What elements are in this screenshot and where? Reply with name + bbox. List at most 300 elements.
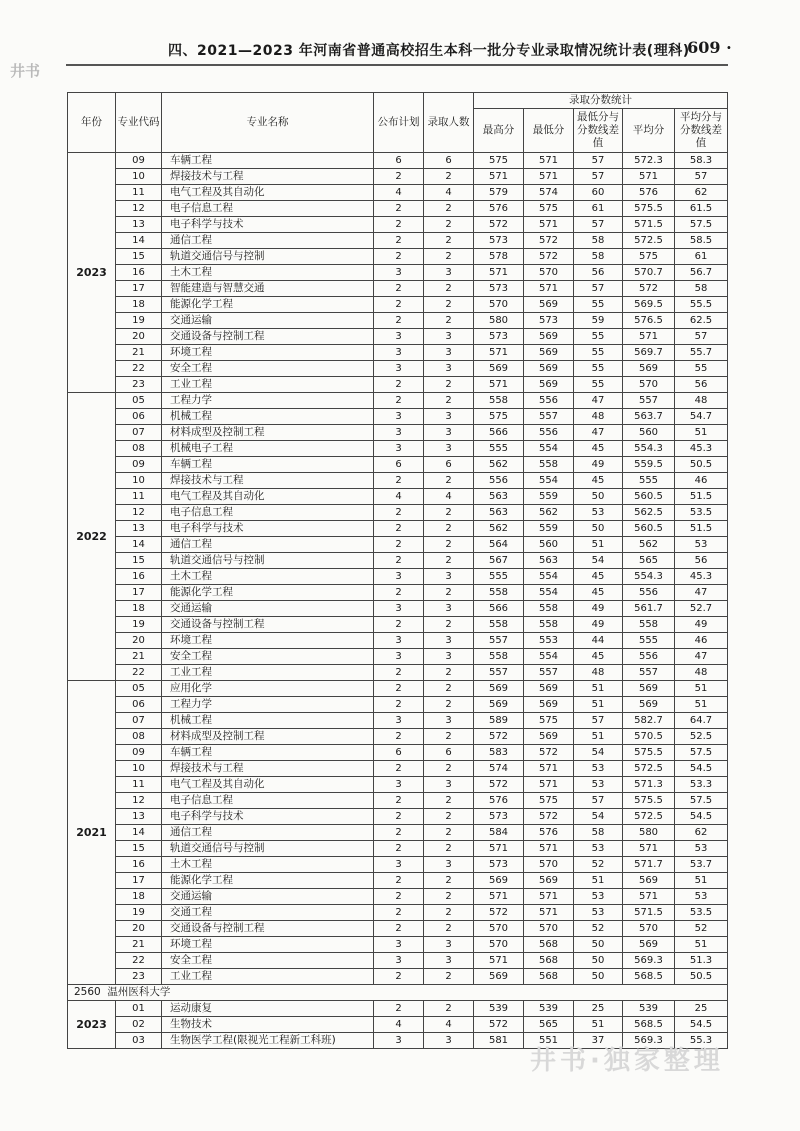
cell-min: 569 (524, 297, 574, 313)
cell-avg: 570.5 (623, 729, 675, 745)
cell-min: 559 (524, 489, 574, 505)
table-row (68, 969, 728, 985)
cell-code: 11 (116, 489, 162, 505)
cell-code: 16 (116, 569, 162, 585)
cell-code: 17 (116, 281, 162, 297)
cell-name: 安全工程 (162, 953, 374, 969)
table-row (68, 249, 728, 265)
cell-avg-diff: 52.7 (675, 601, 728, 617)
cell-name: 生物技术 (162, 1017, 374, 1033)
cell-avg: 554.3 (623, 441, 675, 457)
cell-code: 16 (116, 857, 162, 873)
cell-avg-diff: 55 (675, 361, 728, 377)
cell-avg: 571.5 (623, 217, 675, 233)
cell-min-diff: 57 (574, 713, 623, 729)
cell-code: 10 (116, 761, 162, 777)
cell-code: 15 (116, 841, 162, 857)
cell-avg-diff: 61.5 (675, 201, 728, 217)
cell-admitted: 2 (424, 905, 474, 921)
cell-avg: 560.5 (623, 489, 675, 505)
cell-plan: 2 (374, 297, 424, 313)
table-row (68, 441, 728, 457)
cell-avg: 568.5 (623, 969, 675, 985)
cell-avg-diff: 56 (675, 553, 728, 569)
table-row (68, 185, 728, 201)
table-row (68, 393, 728, 409)
cell-admitted: 4 (424, 1017, 474, 1033)
cell-code: 19 (116, 905, 162, 921)
cell-max: 578 (474, 249, 524, 265)
cell-avg-diff: 57 (675, 169, 728, 185)
cell-avg-diff: 49 (675, 617, 728, 633)
cell-min-diff: 50 (574, 953, 623, 969)
table-row (68, 777, 728, 793)
cell-code: 20 (116, 921, 162, 937)
cell-min-diff: 50 (574, 489, 623, 505)
cell-min: 569 (524, 729, 574, 745)
cell-admitted: 3 (424, 633, 474, 649)
cell-avg: 575.5 (623, 793, 675, 809)
cell-avg-diff: 45.3 (675, 569, 728, 585)
cell-code: 07 (116, 713, 162, 729)
cell-min-diff: 45 (574, 649, 623, 665)
cell-avg: 575 (623, 249, 675, 265)
cell-admitted: 2 (424, 841, 474, 857)
cell-name: 通信工程 (162, 233, 374, 249)
cell-name: 交通设备与控制工程 (162, 921, 374, 937)
cell-min-diff: 47 (574, 425, 623, 441)
cell-max: 571 (474, 889, 524, 905)
cell-name: 土木工程 (162, 265, 374, 281)
cell-avg-diff: 54.5 (675, 761, 728, 777)
cell-admitted: 2 (424, 297, 474, 313)
cell-max: 562 (474, 521, 524, 537)
cell-min-diff: 53 (574, 889, 623, 905)
cell-min: 557 (524, 665, 574, 681)
cell-avg: 576 (623, 185, 675, 201)
cell-plan: 2 (374, 793, 424, 809)
cell-admitted: 3 (424, 649, 474, 665)
cell-max: 576 (474, 793, 524, 809)
cell-plan: 2 (374, 377, 424, 393)
cell-avg: 562.5 (623, 505, 675, 521)
table-row (68, 729, 728, 745)
cell-avg: 569 (623, 873, 675, 889)
cell-admitted: 2 (424, 921, 474, 937)
cell-min-diff: 48 (574, 665, 623, 681)
cell-code: 12 (116, 793, 162, 809)
cell-code: 10 (116, 169, 162, 185)
cell-min: 568 (524, 953, 574, 969)
cell-plan: 3 (374, 649, 424, 665)
cell-name: 应用化学 (162, 681, 374, 697)
cell-code: 05 (116, 393, 162, 409)
cell-min: 565 (524, 1017, 574, 1033)
table-row (68, 409, 728, 425)
cell-name: 安全工程 (162, 361, 374, 377)
cell-name: 交通运输 (162, 313, 374, 329)
cell-admitted: 2 (424, 537, 474, 553)
cell-avg-diff: 53.5 (675, 505, 728, 521)
school-row (68, 985, 728, 1001)
cell-name: 能源化学工程 (162, 585, 374, 601)
header-stats-group: 录取分数统计 (474, 93, 728, 109)
cell-min-diff: 55 (574, 377, 623, 393)
cell-name: 机械工程 (162, 409, 374, 425)
cell-name: 交通运输 (162, 601, 374, 617)
cell-min-diff: 53 (574, 761, 623, 777)
cell-plan: 3 (374, 857, 424, 873)
cell-avg: 572.3 (623, 153, 675, 169)
cell-name: 土木工程 (162, 569, 374, 585)
cell-min-diff: 57 (574, 217, 623, 233)
cell-admitted: 3 (424, 937, 474, 953)
cell-max: 573 (474, 809, 524, 825)
cell-avg: 572.5 (623, 233, 675, 249)
cell-code: 09 (116, 457, 162, 473)
cell-code: 03 (116, 1033, 162, 1049)
cell-min: 571 (524, 281, 574, 297)
cell-code: 13 (116, 217, 162, 233)
cell-code: 06 (116, 697, 162, 713)
cell-min: 563 (524, 553, 574, 569)
cell-min-diff: 60 (574, 185, 623, 201)
cell-min: 554 (524, 569, 574, 585)
cell-min: 539 (524, 1001, 574, 1017)
cell-name: 交通设备与控制工程 (162, 617, 374, 633)
cell-min-diff: 55 (574, 345, 623, 361)
cell-plan: 2 (374, 905, 424, 921)
cell-min-diff: 61 (574, 201, 623, 217)
cell-avg: 571 (623, 329, 675, 345)
cell-plan: 2 (374, 217, 424, 233)
cell-avg-diff: 56 (675, 377, 728, 393)
cell-plan: 3 (374, 345, 424, 361)
cell-avg-diff: 58.5 (675, 233, 728, 249)
cell-admitted: 6 (424, 153, 474, 169)
table-row (68, 521, 728, 537)
cell-min-diff: 44 (574, 633, 623, 649)
cell-name: 焊接技术与工程 (162, 169, 374, 185)
cell-min: 576 (524, 825, 574, 841)
cell-plan: 3 (374, 569, 424, 585)
table-row (68, 1017, 728, 1033)
cell-name: 工业工程 (162, 665, 374, 681)
table-row (68, 793, 728, 809)
table-row (68, 361, 728, 377)
cell-plan: 4 (374, 489, 424, 505)
table-row (68, 201, 728, 217)
cell-name: 材料成型及控制工程 (162, 425, 374, 441)
cell-avg-diff: 51 (675, 697, 728, 713)
table-row (68, 825, 728, 841)
cell-avg-diff: 53.7 (675, 857, 728, 873)
cell-avg-diff: 55.5 (675, 297, 728, 313)
cell-min: 554 (524, 473, 574, 489)
cell-name: 通信工程 (162, 825, 374, 841)
cell-max: 569 (474, 697, 524, 713)
cell-name: 环境工程 (162, 937, 374, 953)
cell-code: 13 (116, 809, 162, 825)
cell-avg: 572.5 (623, 761, 675, 777)
admission-table (67, 92, 728, 1049)
table-row (68, 617, 728, 633)
cell-min-diff: 49 (574, 601, 623, 617)
table-row (68, 553, 728, 569)
cell-max: 589 (474, 713, 524, 729)
cell-plan: 2 (374, 169, 424, 185)
cell-code: 05 (116, 681, 162, 697)
cell-admitted: 2 (424, 585, 474, 601)
cell-plan: 2 (374, 1001, 424, 1017)
cell-avg: 569 (623, 681, 675, 697)
cell-name: 电气工程及其自动化 (162, 185, 374, 201)
school-code: 2560 (74, 986, 101, 998)
cell-admitted: 2 (424, 793, 474, 809)
cell-code: 19 (116, 313, 162, 329)
cell-avg: 562 (623, 537, 675, 553)
cell-admitted: 2 (424, 313, 474, 329)
page-number: · 609 · (676, 38, 732, 57)
cell-avg-diff: 53.3 (675, 777, 728, 793)
cell-code: 08 (116, 729, 162, 745)
table-row (68, 569, 728, 585)
table-row (68, 329, 728, 345)
cell-min: 571 (524, 169, 574, 185)
cell-min-diff: 45 (574, 569, 623, 585)
cell-code: 14 (116, 825, 162, 841)
cell-avg-diff: 46 (675, 633, 728, 649)
cell-plan: 2 (374, 921, 424, 937)
table-row (68, 153, 728, 169)
cell-name: 轨道交通信号与控制 (162, 249, 374, 265)
cell-plan: 6 (374, 457, 424, 473)
cell-max: 574 (474, 761, 524, 777)
cell-name: 焊接技术与工程 (162, 761, 374, 777)
school-cell (68, 985, 728, 1001)
cell-min-diff: 51 (574, 681, 623, 697)
cell-avg-diff: 45.3 (675, 441, 728, 457)
table-row (68, 633, 728, 649)
cell-code: 06 (116, 409, 162, 425)
cell-avg-diff: 47 (675, 585, 728, 601)
cell-plan: 2 (374, 313, 424, 329)
cell-admitted: 3 (424, 777, 474, 793)
cell-plan: 2 (374, 249, 424, 265)
cell-max: 573 (474, 233, 524, 249)
cell-code: 13 (116, 521, 162, 537)
cell-avg: 561.7 (623, 601, 675, 617)
cell-admitted: 2 (424, 505, 474, 521)
cell-min: 569 (524, 681, 574, 697)
cell-plan: 3 (374, 441, 424, 457)
cell-plan: 6 (374, 153, 424, 169)
cell-avg: 569 (623, 697, 675, 713)
cell-min-diff: 58 (574, 825, 623, 841)
year-cell: 2023 (68, 153, 116, 393)
cell-avg: 539 (623, 1001, 675, 1017)
cell-admitted: 2 (424, 873, 474, 889)
cell-min: 554 (524, 441, 574, 457)
cell-plan: 2 (374, 393, 424, 409)
cell-min-diff: 58 (574, 233, 623, 249)
cell-min: 573 (524, 313, 574, 329)
cell-plan: 3 (374, 953, 424, 969)
table-row (68, 489, 728, 505)
cell-name: 机械电子工程 (162, 441, 374, 457)
cell-max: 564 (474, 537, 524, 553)
table-row (68, 745, 728, 761)
cell-avg: 565 (623, 553, 675, 569)
cell-min-diff: 52 (574, 921, 623, 937)
cell-min: 570 (524, 857, 574, 873)
cell-max: 570 (474, 297, 524, 313)
cell-avg-diff: 25 (675, 1001, 728, 1017)
cell-name: 运动康复 (162, 1001, 374, 1017)
cell-min: 572 (524, 249, 574, 265)
cell-name: 电气工程及其自动化 (162, 489, 374, 505)
cell-plan: 3 (374, 777, 424, 793)
cell-min-diff: 55 (574, 361, 623, 377)
cell-max: 570 (474, 937, 524, 953)
cell-code: 07 (116, 425, 162, 441)
cell-min-diff: 49 (574, 617, 623, 633)
header-avg: 平均分 (623, 109, 675, 153)
cell-name: 电气工程及其自动化 (162, 777, 374, 793)
cell-admitted: 2 (424, 1001, 474, 1017)
table-row (68, 857, 728, 873)
table-row (68, 1001, 728, 1017)
header-min-diff: 最低分与分数线差值 (574, 109, 623, 153)
cell-min: 560 (524, 537, 574, 553)
cell-max: 573 (474, 857, 524, 873)
cell-plan: 3 (374, 409, 424, 425)
cell-avg: 569 (623, 937, 675, 953)
cell-plan: 3 (374, 937, 424, 953)
cell-avg-diff: 51 (675, 681, 728, 697)
cell-min-diff: 48 (574, 409, 623, 425)
cell-plan: 2 (374, 697, 424, 713)
cell-avg-diff: 57.5 (675, 217, 728, 233)
cell-avg: 571.7 (623, 857, 675, 873)
cell-admitted: 3 (424, 361, 474, 377)
cell-avg-diff: 61 (675, 249, 728, 265)
cell-min: 568 (524, 937, 574, 953)
cell-min: 554 (524, 585, 574, 601)
cell-avg-diff: 47 (675, 649, 728, 665)
cell-admitted: 3 (424, 425, 474, 441)
cell-plan: 2 (374, 505, 424, 521)
cell-avg: 570 (623, 377, 675, 393)
cell-max: 576 (474, 201, 524, 217)
cell-admitted: 3 (424, 345, 474, 361)
cell-code: 18 (116, 889, 162, 905)
cell-avg: 555 (623, 633, 675, 649)
cell-max: 558 (474, 649, 524, 665)
cell-code: 17 (116, 873, 162, 889)
cell-name: 材料成型及控制工程 (162, 729, 374, 745)
cell-max: 566 (474, 425, 524, 441)
header-admitted: 录取人数 (424, 93, 474, 153)
cell-plan: 3 (374, 329, 424, 345)
cell-min-diff: 53 (574, 777, 623, 793)
cell-avg: 571 (623, 169, 675, 185)
cell-min-diff: 51 (574, 873, 623, 889)
cell-code: 09 (116, 153, 162, 169)
cell-plan: 2 (374, 553, 424, 569)
cell-avg: 571.5 (623, 905, 675, 921)
cell-plan: 2 (374, 537, 424, 553)
cell-admitted: 2 (424, 249, 474, 265)
cell-min: 575 (524, 201, 574, 217)
cell-max: 569 (474, 361, 524, 377)
table-row (68, 473, 728, 489)
cell-name: 电子信息工程 (162, 793, 374, 809)
cell-plan: 2 (374, 665, 424, 681)
cell-admitted: 2 (424, 393, 474, 409)
cell-min: 569 (524, 361, 574, 377)
table-row (68, 873, 728, 889)
cell-name: 轨道交通信号与控制 (162, 841, 374, 857)
cell-avg-diff: 62 (675, 825, 728, 841)
cell-admitted: 6 (424, 745, 474, 761)
cell-name: 车辆工程 (162, 153, 374, 169)
cell-plan: 2 (374, 617, 424, 633)
cell-avg: 569.3 (623, 953, 675, 969)
cell-max: 557 (474, 633, 524, 649)
table-row (68, 665, 728, 681)
cell-code: 20 (116, 329, 162, 345)
cell-min: 572 (524, 809, 574, 825)
cell-max: 570 (474, 921, 524, 937)
cell-code: 15 (116, 553, 162, 569)
cell-max: 558 (474, 617, 524, 633)
table-row (68, 425, 728, 441)
cell-max: 572 (474, 777, 524, 793)
cell-avg: 569.3 (623, 1033, 675, 1049)
header-rule (66, 64, 728, 66)
cell-code: 01 (116, 1001, 162, 1017)
cell-min: 554 (524, 649, 574, 665)
cell-avg-diff: 55.7 (675, 345, 728, 361)
cell-min-diff: 37 (574, 1033, 623, 1049)
cell-max: 579 (474, 185, 524, 201)
cell-name: 机械工程 (162, 713, 374, 729)
cell-min: 569 (524, 377, 574, 393)
cell-code: 14 (116, 233, 162, 249)
publisher-logo: 井书 (10, 62, 41, 80)
cell-admitted: 2 (424, 729, 474, 745)
cell-avg-diff: 58 (675, 281, 728, 297)
cell-avg-diff: 54.7 (675, 409, 728, 425)
cell-avg: 558 (623, 617, 675, 633)
cell-name: 土木工程 (162, 857, 374, 873)
cell-avg: 580 (623, 825, 675, 841)
cell-min-diff: 58 (574, 249, 623, 265)
cell-max: 563 (474, 505, 524, 521)
cell-avg: 556 (623, 649, 675, 665)
cell-plan: 6 (374, 745, 424, 761)
header-code: 专业代码 (116, 93, 162, 153)
cell-name: 安全工程 (162, 649, 374, 665)
cell-code: 08 (116, 441, 162, 457)
cell-admitted: 6 (424, 457, 474, 473)
cell-name: 智能建造与智慧交通 (162, 281, 374, 297)
cell-avg: 569 (623, 361, 675, 377)
cell-avg: 571 (623, 841, 675, 857)
cell-min: 569 (524, 329, 574, 345)
cell-code: 23 (116, 969, 162, 985)
